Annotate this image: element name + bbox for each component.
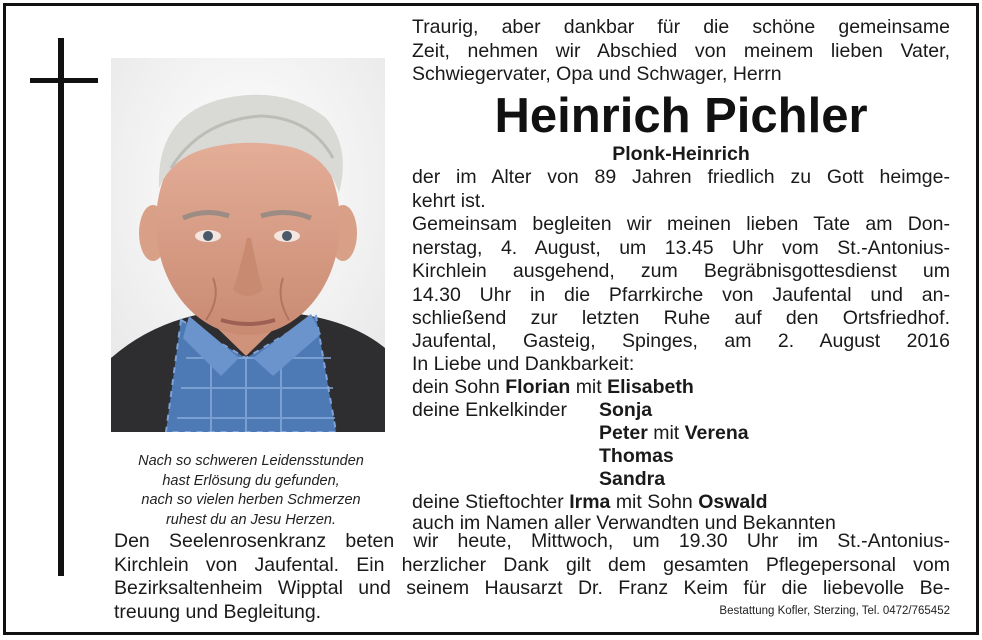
mourner-stepdaughter-line <box>412 491 950 515</box>
death-line: der im Alter von 89 Jahren friedlich zu Gott heimge- <box>412 166 950 188</box>
son-prefix: dein Sohn <box>412 376 500 398</box>
closing-line: treuung und Begleitung. <box>114 600 322 623</box>
deceased-nickname: Plonk-Heinrich <box>612 143 750 165</box>
cross-horizontal-bar <box>30 78 98 83</box>
death-paragraph <box>412 166 950 213</box>
place-date-text: Jaufental, Gasteig, Spinges, am 2. August 2016 <box>412 330 950 352</box>
grandchild-1: Sonja <box>599 399 653 421</box>
ceremony-line: Kirchlein ausgehend, zum Begräbnisgottesdienst um <box>412 260 950 282</box>
relatives-text: auch im Namen aller Verwandten und Bekannten <box>412 512 836 534</box>
with-word: mit <box>653 422 680 444</box>
verse-line: ruhest du an Jesu Herzen. <box>165 511 337 528</box>
ceremony-line: Gemeinsam begleiten wir meinen lieben Tate am Don- <box>412 213 950 235</box>
mourners-intro-text: In Liebe und Dankbarkeit: <box>412 353 635 375</box>
grandchild-2: Peter <box>599 422 648 444</box>
stepdaughter-with: mit Sohn <box>615 491 693 513</box>
son-partner-name: Elisabeth <box>607 376 694 398</box>
funeral-home-credit: Bestattung Kofler, Sterzing, Tel. 0472/765452 <box>719 605 950 617</box>
closing-line: Den Seelenrosenkranz beten wir heute, Mittwoch, um 19.30 Uhr im St.-Antonius- <box>114 530 950 552</box>
memorial-verse <box>106 452 396 530</box>
intro-line: Schwiegervater, Opa und Schwager, Herrn <box>412 63 782 85</box>
mourner-grandchildren-line <box>412 399 950 423</box>
mourners-intro <box>412 353 950 377</box>
ceremony-line: nerstag, 4. August, um 13.45 Uhr vom St.-Antonius- <box>412 236 950 259</box>
death-line: kehrt ist. <box>412 189 486 212</box>
ceremony-line: schließend zur letzten Ruhe auf den Ortsfriedhof. <box>412 307 950 329</box>
son-name: Florian <box>505 376 571 398</box>
deceased-name: Heinrich Pichler <box>494 89 868 143</box>
verse-line: hast Erlösung du gefunden, <box>162 472 340 489</box>
closing-line: Bezirksaltenheim Wipptal und seinem Hausarzt Dr. Franz Keim für die liebevolle Be- <box>114 577 950 599</box>
grandchild-2-line <box>599 422 749 446</box>
closing-line: Kirchlein von Jaufental. Ein herzlicher Dank gilt dem gesamten Pflegepersonal vom <box>114 553 950 576</box>
verse-line: Nach so schweren Leidensstunden <box>138 453 364 469</box>
grandchild-4: Sandra <box>599 468 666 490</box>
grandchild-3: Thomas <box>599 445 674 467</box>
stepdaughter-prefix: deine Stieftochter <box>412 491 564 513</box>
portrait-photo <box>111 58 385 432</box>
intro-paragraph <box>412 16 950 87</box>
intro-line: Zeit, nehmen wir Abschied von meinem lieben Vater, <box>412 39 950 62</box>
verse-line: nach so vielen herben Schmerzen <box>141 492 361 508</box>
place-date <box>412 330 950 354</box>
ceremony-line: 14.30 Uhr in die Pfarrkirche von Jaufental und an- <box>412 283 950 306</box>
grandchild-2-partner: Verena <box>684 422 749 444</box>
cross-vertical-bar <box>58 38 64 576</box>
grandchildren-prefix: deine Enkelkinder <box>412 399 568 421</box>
stepdaughter-son-name: Oswald <box>698 491 768 513</box>
mourner-son-line <box>412 376 950 400</box>
stepdaughter-name: Irma <box>569 491 611 513</box>
with-word: mit <box>575 376 602 398</box>
intro-line: Traurig, aber dankbar für die schöne gemeinsame <box>412 16 950 38</box>
ceremony-paragraph <box>412 213 950 331</box>
